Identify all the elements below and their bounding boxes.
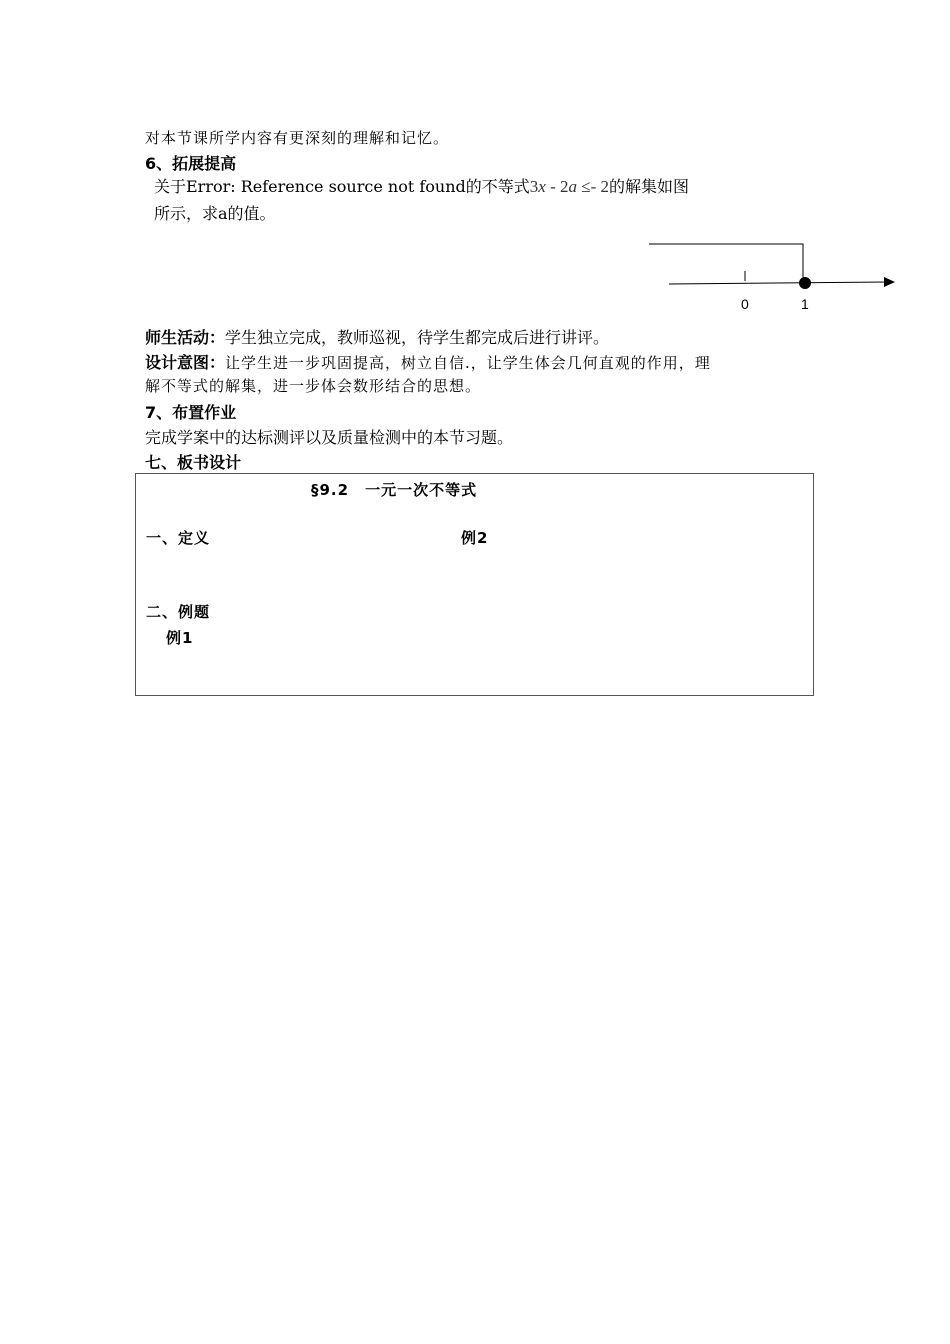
tick-label-0: 0 [741,296,749,312]
design-intent-line1 [145,350,711,373]
closed-endpoint-dot [799,277,811,289]
math-var-x: x [538,177,546,196]
inequality-expression [530,177,609,196]
number-axis [669,282,887,284]
number-line-figure [640,236,900,316]
board-title: §9.2 一元一次不等式 [311,481,478,499]
section6-heading: 6、拓展提高 [145,154,237,173]
math-var-a: a [568,177,577,196]
solution-set-bracket [649,244,803,283]
intro-text: 对本节课所学内容有更深刻的理解和记忆。 [145,129,450,147]
board-design-heading: 七、板书设计 [145,453,242,472]
axis-arrow-icon [884,277,895,287]
design-intent-line2: 解不等式的解集，进一步体会数形结合的思想。 [145,377,482,395]
problem-prefix: 关于Error: Reference source not found的不等式 [154,177,530,196]
board-example-1: 例1 [166,629,194,647]
math-coef: 3 [529,177,539,196]
activity-label: 师生活动： [145,328,226,347]
blackboard-layout-box [135,473,814,696]
problem-suffix: 的解集如图 [608,177,689,196]
teacher-student-activity [145,325,609,348]
math-minus: - 2 [545,177,569,196]
board-examples-heading: 二、例题 [146,603,211,621]
intent-text-line1: 让学生进一步巩固提高，树立自信.，让学生体会几何直观的作用，理 [225,354,711,372]
math-relation: ≤- 2 [576,177,609,196]
activity-text: 学生独立完成，教师巡视，待学生都完成后进行讲评。 [225,328,610,347]
homework-text: 完成学案中的达标测评以及质量检测中的本节习题。 [145,428,514,447]
section7-heading: 7、布置作业 [145,403,237,422]
board-example-2: 例2 [461,529,489,547]
problem-statement-line2: 所示，求a的值。 [154,204,276,223]
tick-label-1: 1 [801,296,809,312]
board-definition: 一、定义 [146,529,211,547]
problem-statement-line1 [154,174,689,197]
intent-label: 设计意图： [145,353,226,372]
